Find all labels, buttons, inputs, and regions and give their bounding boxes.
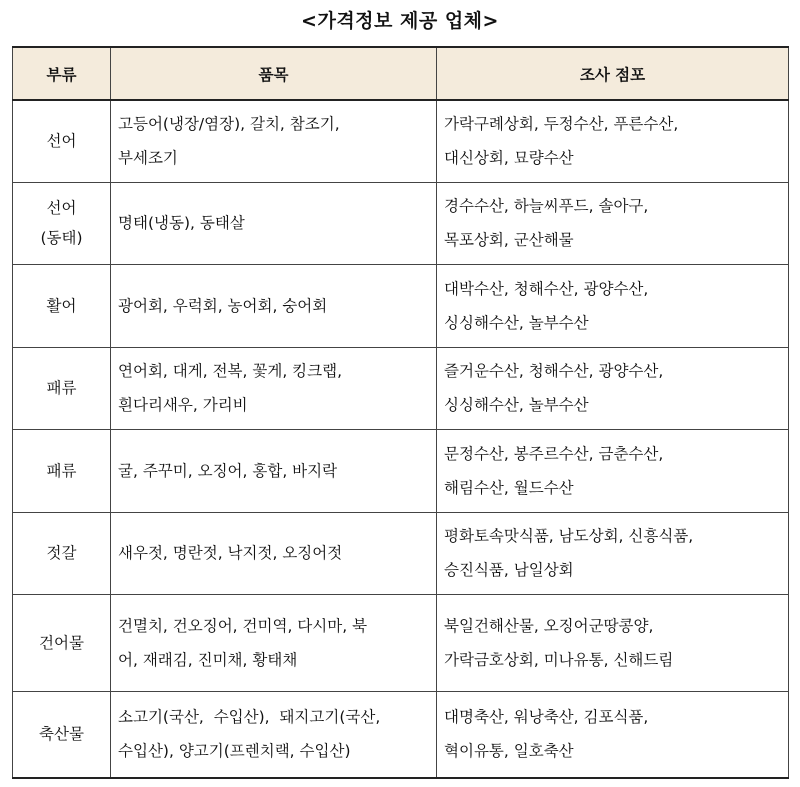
store-line: 즐거운수산, 청해수산, 광양수산, [444,362,664,380]
store-line: 목포상회, 군산해물 [444,231,574,249]
item-line: 연어회, 대게, 전복, 꽃게, 킹크랩, [118,362,343,380]
store-line: 승진식품, 남일상회 [444,561,574,579]
category-line: 건어물 [39,633,84,652]
header-stores: 조사 점포 [437,47,789,100]
header-category: 부류 [13,47,111,100]
item-line: 새우젓, 명란젓, 낙지젓, 오징어젓 [118,544,343,562]
category-cell [13,347,111,429]
items-cell [111,182,437,264]
category-cell [13,264,111,347]
store-line: 경수수산, 하늘씨푸드, 솔아구, [444,197,649,215]
category-line: 패류 [46,379,77,397]
store-line: 싱싱해수산, 놀부수산 [444,313,589,332]
category-line: 활어 [46,296,77,315]
category-cell [13,594,111,691]
items-cell [111,691,437,778]
category-cell [13,100,111,182]
item-line: 건멸치, 건오징어, 건미역, 다시마, 북 [118,616,368,635]
item-line: 고등어(냉장/염장), 갈치, 참조기, [118,115,340,134]
store-line: 대명축산, 워낭축산, 김포식품, [444,708,649,727]
store-line: 해림수산, 월드수산 [444,478,574,497]
store-line: 혁이유통, 일호축산 [444,742,574,761]
category-line: 패류 [46,461,77,480]
stores-cell [437,594,789,691]
items-cell [111,594,437,691]
item-line: 광어회, 우럭회, 농어회, 숭어회 [118,296,328,315]
store-line: 싱싱해수산, 놀부수산 [444,396,589,414]
table-row [13,347,789,429]
item-line: 명태(냉동), 동태살 [118,214,245,232]
category-line: 선어 [46,132,77,151]
category-cell [13,182,111,264]
item-line: 어, 재래김, 진미채, 황태채 [118,650,298,669]
store-line: 가락금호상회, 미나유통, 신해드림 [444,650,674,669]
store-line: 평화토속맛식품, 남도상회, 신흥식품, [444,527,694,545]
table-row [13,182,789,264]
table-row [13,691,789,778]
table-row [13,594,789,691]
items-cell [111,512,437,594]
category-cell [13,512,111,594]
category-cell [13,429,111,512]
category-line: (동태) [40,229,83,247]
store-line: 가락구례상회, 두정수산, 푸른수산, [444,115,679,134]
table-row [13,264,789,347]
items-cell [111,347,437,429]
stores-cell [437,691,789,778]
table-row [13,100,789,182]
category-line: 축산물 [39,725,84,744]
stores-cell [437,264,789,347]
item-line: 굴, 주꾸미, 오징어, 홍합, 바지락 [118,461,338,480]
item-line: 흰다리새우, 가리비 [118,396,248,414]
table-header-row [13,47,789,100]
item-line: 소고기(국산, 수입산), 돼지고기(국산, [118,708,381,727]
stores-cell [437,347,789,429]
item-line: 수입산), 양고기(프렌치랙, 수입산) [118,742,351,761]
header-items: 품목 [111,47,437,100]
category-cell [13,691,111,778]
page-title: <가격정보 제공 업체> [301,10,499,32]
table-row [13,512,789,594]
price-info-table [12,46,789,779]
store-line: 대신상회, 묘량수산 [444,149,574,168]
store-line: 대박수산, 청해수산, 광양수산, [444,279,649,298]
stores-cell [437,182,789,264]
stores-cell [437,512,789,594]
store-line: 문정수산, 봉주르수산, 금춘수산, [444,444,664,463]
items-cell [111,429,437,512]
category-line: 젓갈 [46,544,77,562]
items-cell [111,100,437,182]
table-row [13,429,789,512]
category-line: 선어 [46,199,77,217]
store-line: 북일건해산물, 오징어군땅콩양, [444,616,654,635]
items-cell [111,264,437,347]
stores-cell [437,429,789,512]
stores-cell [437,100,789,182]
item-line: 부세조기 [118,149,178,168]
